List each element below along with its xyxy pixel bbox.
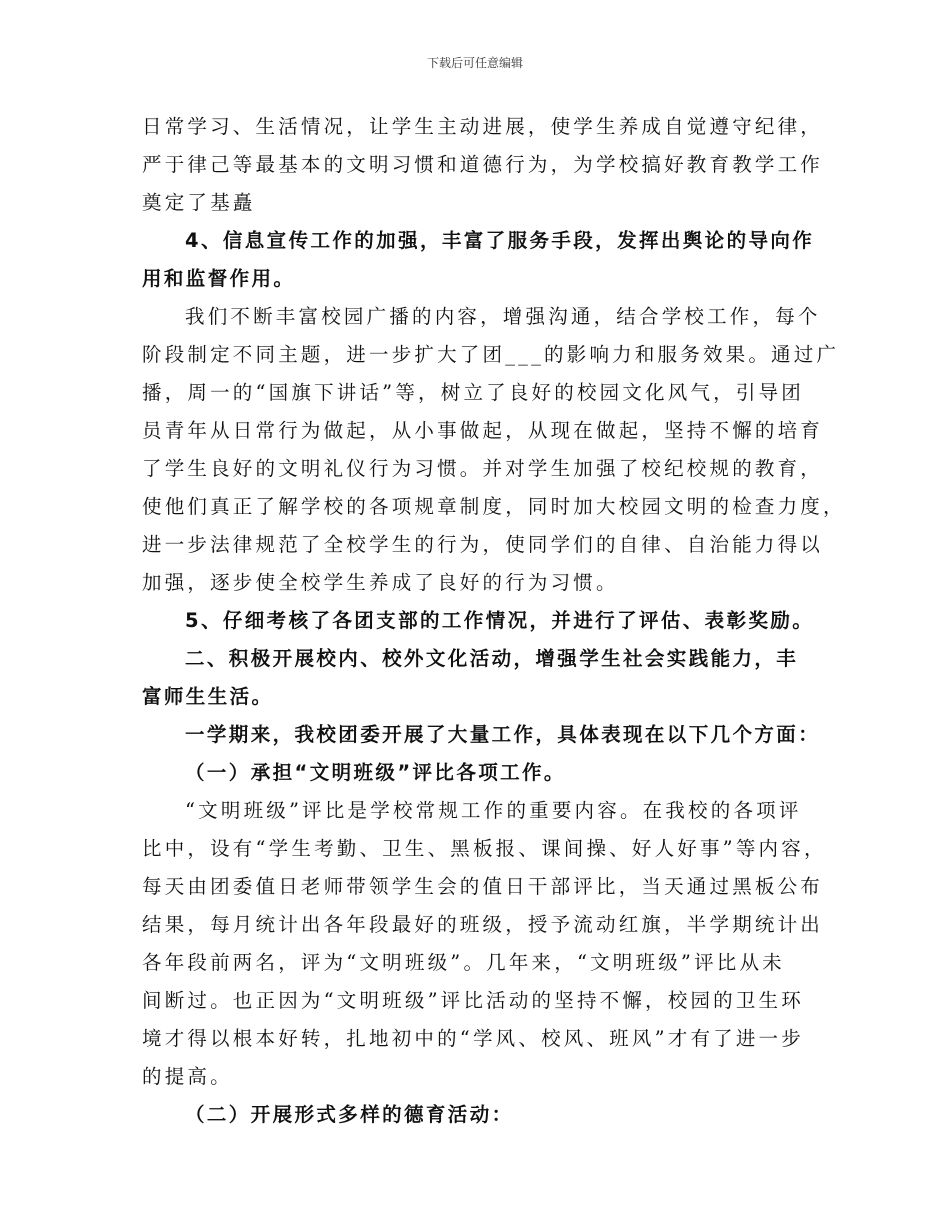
section-heading: （二）开展形式多样的德育活动： xyxy=(185,1103,514,1126)
section-heading: 5、仔细考核了各团支部的工作情况，并进行了评估、表彰奖励。 xyxy=(185,609,815,632)
text-line: 每天由团委值日老师带领学生会的值日干部评比，当天通过黑板公布 xyxy=(142,875,824,898)
text-line: 比中，设有“学生考勤、卫生、黑板报、课间操、好人好事”等内容， xyxy=(142,837,827,860)
section-heading: 一学期来，我校团委开展了大量工作，具体表现在以下几个方面： xyxy=(185,723,821,746)
text-line: 间断过。也正因为“文明班级”评比活动的坚持不懈，校园的卫生环 xyxy=(142,989,804,1012)
text-line: 奠定了基矗 xyxy=(142,191,256,214)
text-line: 的提高。 xyxy=(142,1065,233,1088)
text-line: 了学生良好的文明礼仪行为习惯。并对学生加强了校纪校规的教育， xyxy=(142,457,824,480)
text-line: 加强，逐步使全校学生养成了良好的行为习惯。 xyxy=(142,571,619,594)
text-line: 阶段制定不同主题，进一步扩大了团___的影响力和服务效果。通过广 xyxy=(142,343,840,366)
text-line: “文明班级”评比是学校常规工作的重要内容。在我校的各项评 xyxy=(185,799,802,822)
text-line: 各年段前两名，评为“文明班级”。几年来，“文明班级”评比从未 xyxy=(142,951,785,974)
section-heading: 富师生生活。 xyxy=(142,685,274,708)
section-heading: （一）承担“文明班级”评比各项工作。 xyxy=(185,761,566,784)
section-heading: 二、积极开展校内、校外文化活动，增强学生社会实践能力，丰 xyxy=(185,647,799,670)
text-line: 严于律己等最基本的文明习惯和道德行为，为学校搞好教育教学工作 xyxy=(142,153,824,176)
text-line: 进一步法律规范了全校学生的行为，使同学们的自律、自治能力得以 xyxy=(142,533,824,556)
text-line: 使他们真正了解学校的各项规章制度，同时加大校园文明的检查力度， xyxy=(142,495,846,518)
text-line: 日常学习、生活情况，让学生主动进展，使学生养成自觉遵守纪律， xyxy=(142,115,824,138)
text-line: 播，周一的“国旗下讲话”等，树立了良好的校园文化风气，引导团 xyxy=(142,381,804,404)
section-heading: 用和监督作用。 xyxy=(142,267,296,290)
text-line: 结果，每月统计出各年段最好的班级，授予流动红旗，半学期统计出 xyxy=(142,913,824,936)
header-note: 下载后可任意编辑 xyxy=(426,56,523,70)
text-line: 我们不断丰富校园广播的内容，增强沟通，结合学校工作，每个 xyxy=(185,305,821,328)
section-heading: 4、信息宣传工作的加强，丰富了服务手段，发挥出舆论的导向作 xyxy=(185,229,815,252)
text-line: 员青年从日常行为做起，从小事做起，从现在做起，坚持不懈的培育 xyxy=(142,419,824,442)
text-line: 境才得以根本好转，扎地初中的“学风、校风、班风”才有了进一步 xyxy=(142,1027,804,1050)
